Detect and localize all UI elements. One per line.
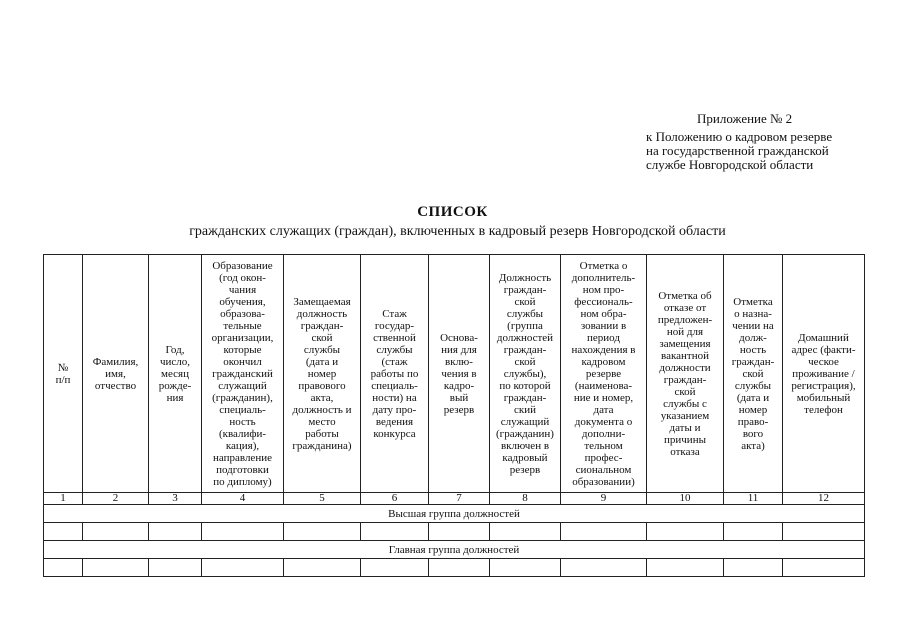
- table-cell: [202, 559, 284, 577]
- reserve-list-table: [43, 254, 865, 577]
- header-cell-service-length: Стаж государ- ственной службы (стаж работы по специаль- ности) на дату про- ведения конкурса: [361, 255, 429, 493]
- header-cell-refusal-note: Отметка об отказе от предложен- ной для замещения вакантной должности граждан- ской службы с указанием даты и причины отказа: [647, 255, 724, 493]
- table-cell: [83, 523, 149, 541]
- group-row-main: [44, 541, 865, 559]
- group-label: Главная группа должностей: [44, 541, 865, 559]
- table-header-row: [44, 255, 865, 493]
- column-number: 11: [724, 493, 783, 505]
- column-number: 8: [490, 493, 561, 505]
- table-cell: [490, 523, 561, 541]
- table-cell: [561, 523, 647, 541]
- group-row-senior: [44, 505, 865, 523]
- table-cell: [647, 559, 724, 577]
- table-cell: [284, 523, 361, 541]
- table-row: [44, 559, 865, 577]
- column-number: 5: [284, 493, 361, 505]
- column-number: 7: [429, 493, 490, 505]
- table-cell: [783, 559, 865, 577]
- table-cell: [361, 523, 429, 541]
- table-cell: [429, 523, 490, 541]
- table-cell: [83, 559, 149, 577]
- header-cell-current-position: Замещаемая должность граждан- ской службы (дата и номер правового акта, должность и место работы гражданина): [284, 255, 361, 493]
- table-cell: [561, 559, 647, 577]
- group-label: Высшая группа должностей: [44, 505, 865, 523]
- table-cell: [44, 523, 83, 541]
- appendix-title: Приложение № 2: [697, 111, 793, 126]
- table-cell: [724, 559, 783, 577]
- appendix-line: службе Новгородской области: [646, 157, 814, 172]
- column-number: 10: [647, 493, 724, 505]
- table-cell: [647, 523, 724, 541]
- column-number: 2: [83, 493, 149, 505]
- column-number: 4: [202, 493, 284, 505]
- column-number: 12: [783, 493, 865, 505]
- table-row: [44, 523, 865, 541]
- column-number-row: [44, 493, 865, 505]
- table-cell: [44, 559, 83, 577]
- table-cell: [429, 559, 490, 577]
- table-cell: [149, 523, 202, 541]
- column-number: 1: [44, 493, 83, 505]
- column-number: 9: [561, 493, 647, 505]
- document-title: СПИСОК: [417, 204, 488, 220]
- appendix-line: к Положению о кадровом резерве: [646, 129, 833, 144]
- header-cell-additional-education: Отметка о дополнитель- ном про- фессиональ- ном обра- зовании в период нахождения в кадровом резерве (наименова- ние и номер, дата документа о дополни- тельном профес- сиональном образовании): [561, 255, 647, 493]
- table-cell: [361, 559, 429, 577]
- header-cell-birth-date: Год, число, месяц рожде- ния: [149, 255, 202, 493]
- header-cell-appointment-note: Отметка о назна- чении на долж- ность граждан- ской службы (дата и номер право- вого акта): [724, 255, 783, 493]
- header-cell-address-phone: Домашний адрес (факти- ческое проживание / регистрация), мобильный телефон: [783, 255, 865, 493]
- table-cell: [490, 559, 561, 577]
- table-cell: [149, 559, 202, 577]
- table-cell: [202, 523, 284, 541]
- header-cell-full-name: Фамилия, имя, отчество: [83, 255, 149, 493]
- table-cell: [724, 523, 783, 541]
- column-number: 3: [149, 493, 202, 505]
- column-number: 6: [361, 493, 429, 505]
- header-cell-reserve-position: Должность граждан- ской службы (группа должностей граждан- ской службы), по которой граждан- ский служащий (гражданин) включен в кадровый резерв: [490, 255, 561, 493]
- table-cell: [783, 523, 865, 541]
- appendix-line: на государственной гражданской: [646, 143, 829, 158]
- header-cell-education: Образование (год окон- чания обучения, образова- тельные организации, которые окончил гражданский служащий (гражданин), специаль- ность (квалифи- кация), направление подготовки по диплому): [202, 255, 284, 493]
- header-cell-inclusion-grounds: Основа- ния для вклю- чения в кадро- вый резерв: [429, 255, 490, 493]
- document-subtitle: гражданских служащих (граждан), включенных в кадровый резерв Новгородской области: [189, 224, 726, 239]
- table-cell: [284, 559, 361, 577]
- appendix-block: [646, 112, 832, 172]
- header-cell-number: № п/п: [44, 255, 83, 493]
